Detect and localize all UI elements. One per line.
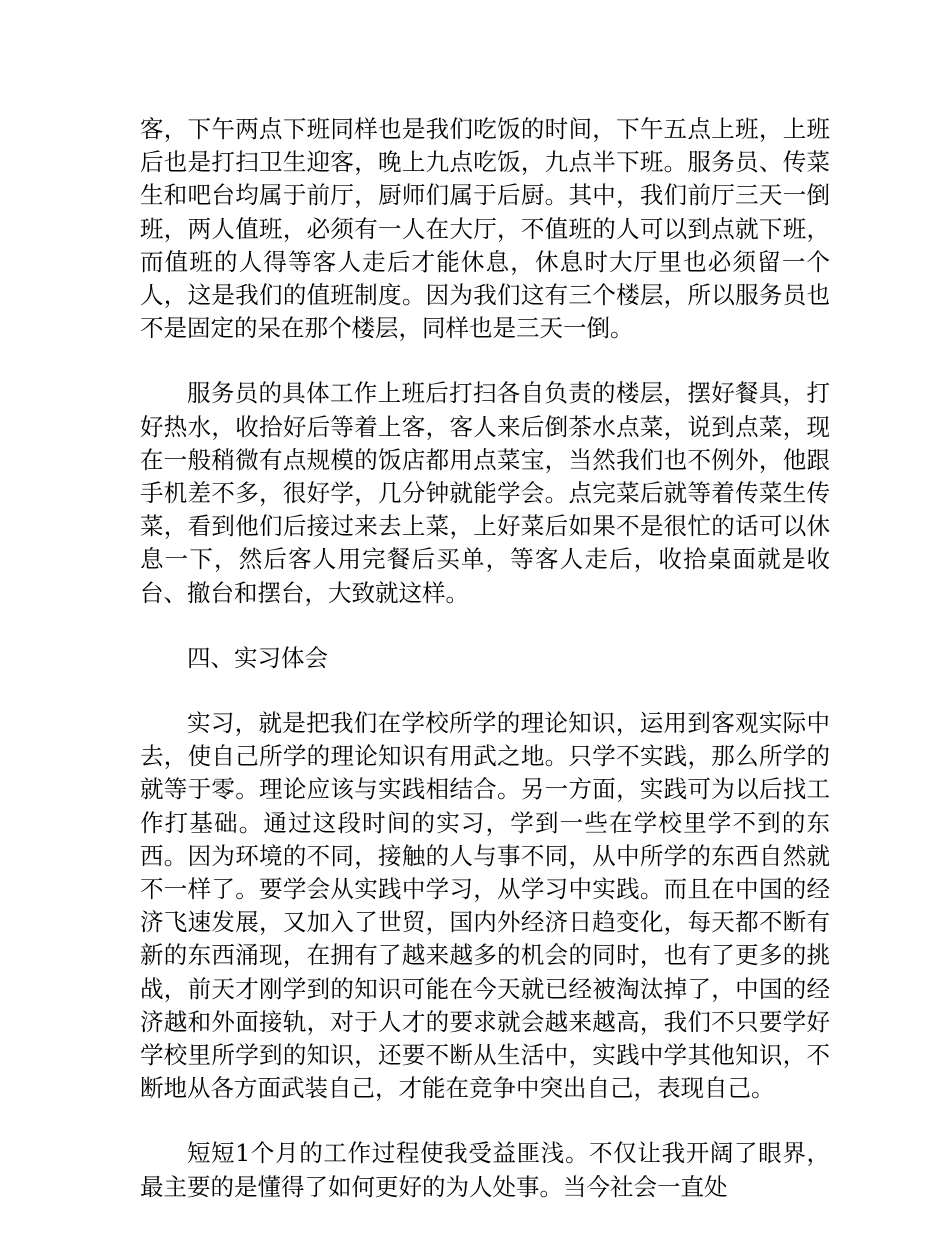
paragraph-one-month-experience: 短短1个月的工作过程使我受益匪浅。不仅让我开阔了眼界，最主要的是懂得了如何更好的为人处事。当今社会一直处: [140, 1139, 830, 1201]
paragraph-work-schedule: 客，下午两点下班同样也是我们吃饭的时间，下午五点上班，上班后也是打扫卫生迎客，晚上九点吃饭，九点半下班。服务员、传菜生和吧台均属于前厅，厨师们属于后厨。其中，我们前厅三天一倒班，两人值班，必须有一人在大厅，不值班的人可以到点就下班，而值班的人得等客人走后才能休息，休息时大厅里也必须留一个人，这是我们的值班制度。因为我们这有三个楼层，所以服务员也不是固定的呆在那个楼层，同样也是三天一倒。: [140, 115, 830, 343]
paragraph-internship-reflection: 实习，就是把我们在学校所学的理论知识，运用到客观实际中去，使自己所学的理论知识有用武之地。只学不实践，那么所学的就等于零。理论应该与实践相结合。另一方面，实践可为以后找工作打基础。通过这段时间的实习，学到一些在学校里学不到的东西。因为环境的不同，接触的人与事不同，从中所学的东西自然就不一样了。要学会从实践中学习，从学习中实践。而且在中国的经济飞速发展，又加入了世贸，国内外经济日趋变化，每天都不断有新的东西涌现，在拥有了越来越多的机会的同时，也有了更多的挑战，前天才刚学到的知识可能在今天就已经被淘汰掉了，中国的经济越和外面接轨，对于人才的要求就会越来越高，我们不只要学好学校里所学到的知识，还要不断从生活中，实践中学其他知识，不断地从各方面武装自己，才能在竞争中突出自己，表现自己。: [140, 709, 830, 1103]
paragraph-waiter-duties: 服务员的具体工作上班后打扫各自负责的楼层，摆好餐具，打好热水，收拾好后等着上客，客人来后倒茶水点菜，说到点菜，现在一般稍微有点规模的饭店都用点菜宝，当然我们也不例外，他跟手机差不多，很好学，几分钟就能学会。点完菜后就等着传菜生传菜，看到他们后接过来去上菜，上好菜后如果不是很忙的话可以休息一下，然后客人用完餐后买单，等客人走后，收拾桌面就是收台、撤台和摆台，大致就这样。: [140, 379, 830, 607]
section-heading: 四、实习体会: [187, 643, 328, 672]
document-page: [140, 113, 830, 1236]
